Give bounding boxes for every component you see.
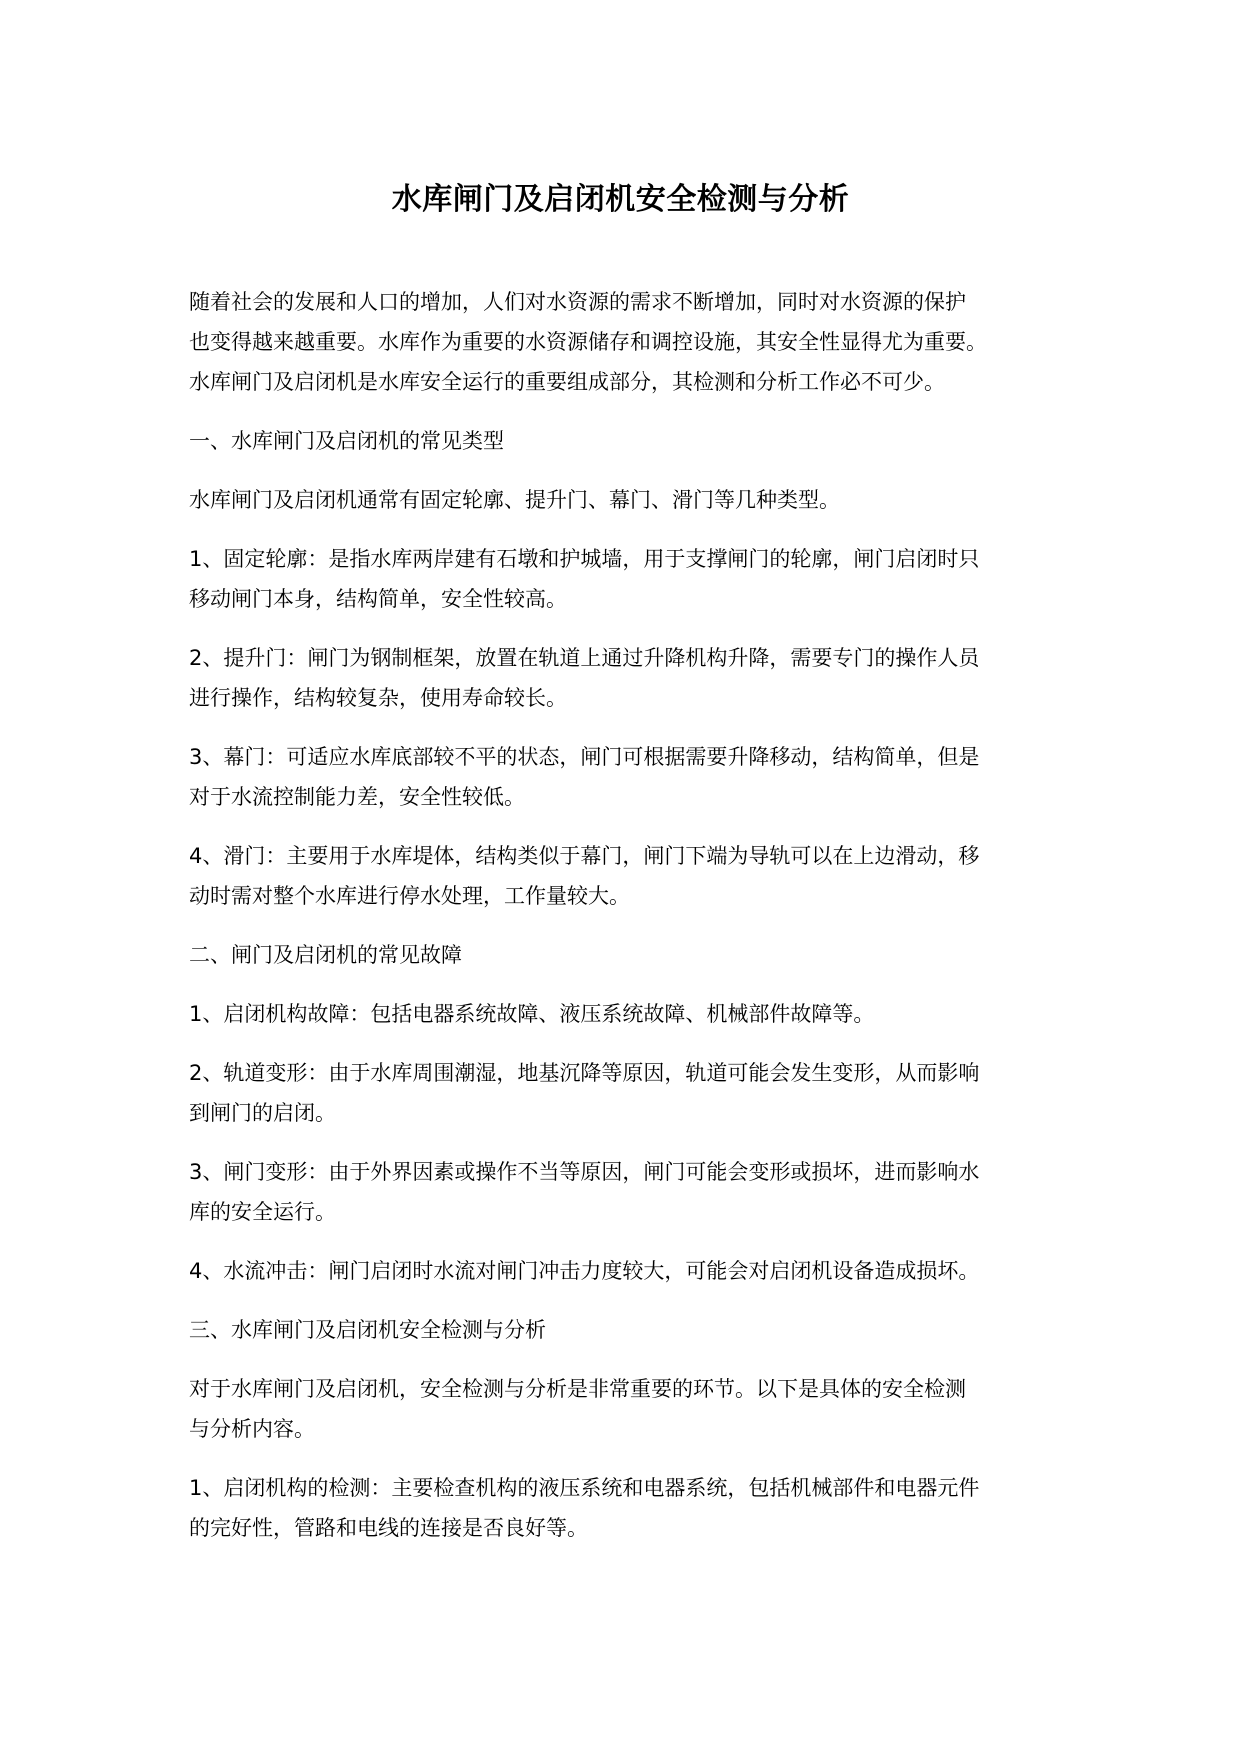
section-heading-types: 一、水库闸门及启闭机的常见类型 xyxy=(189,429,504,453)
inspection-intro-paragraph: 对于水库闸门及启闭机，安全检测与分析是非常重要的环节。以下是具体的安全检测 与分析内容。 xyxy=(189,1377,966,1441)
types-summary-paragraph: 水库闸门及启闭机通常有固定轮廓、提升门、幕门、滑门等几种类型。 xyxy=(189,488,840,512)
fault-item-water-impact: 4、水流冲击：闸门启闭时水流对闸门冲击力度较大，可能会对启闭机设备造成损坏。 xyxy=(189,1259,980,1283)
type-item-sliding-gate: 4、滑门：主要用于水库堤体，结构类似于幕门，闸门下端为导轨可以在上边滑动，移 动时需对整个水库进行停水处理，工作量较大。 xyxy=(189,844,980,908)
type-item-curtain-gate: 3、幕门：可适应水库底部较不平的状态，闸门可根据需要升降移动，结构简单，但是 对于水流控制能力差，安全性较低。 xyxy=(189,745,980,809)
type-item-lift-gate: 2、提升门：闸门为钢制框架，放置在轨道上通过升降机构升降，需要专门的操作人员 进行操作，结构较复杂，使用寿命较长。 xyxy=(189,646,980,710)
intro-paragraph: 随着社会的发展和人口的增加，人们对水资源的需求不断增加，同时对水资源的保护 也变得越来越重要。水库作为重要的水资源储存和调控设施，其安全性显得尤为重要。 水库闸门及启闭机是水库安全运行的重要组成部分，其检测和分析工作必不可少。 xyxy=(189,290,987,394)
fault-item-track-deformation: 2、轨道变形：由于水库周围潮湿，地基沉降等原因，轨道可能会发生变形，从而影响 到闸门的启闭。 xyxy=(189,1061,980,1125)
fault-item-hoist-mechanism: 1、启闭机构故障：包括电器系统故障、液压系统故障、机械部件故障等。 xyxy=(189,1002,875,1026)
section-heading-faults: 二、闸门及启闭机的常见故障 xyxy=(189,943,462,967)
type-item-fixed-outline: 1、固定轮廓：是指水库两岸建有石墩和护城墙，用于支撑闸门的轮廓，闸门启闭时只 移动闸门本身，结构简单，安全性较高。 xyxy=(189,547,980,611)
fault-item-gate-deformation: 3、闸门变形：由于外界因素或操作不当等原因，闸门可能会变形或损坏，进而影响水 库的安全运行。 xyxy=(189,1160,980,1224)
inspection-item-hoist-mechanism: 1、启闭机构的检测：主要检查机构的液压系统和电器系统，包括机械部件和电器元件 的完好性，管路和电线的连接是否良好等。 xyxy=(189,1476,980,1540)
document-body xyxy=(189,282,1069,1567)
document-title: 水库闸门及启闭机安全检测与分析 xyxy=(391,182,850,217)
section-heading-inspection: 三、水库闸门及启闭机安全检测与分析 xyxy=(189,1318,546,1342)
